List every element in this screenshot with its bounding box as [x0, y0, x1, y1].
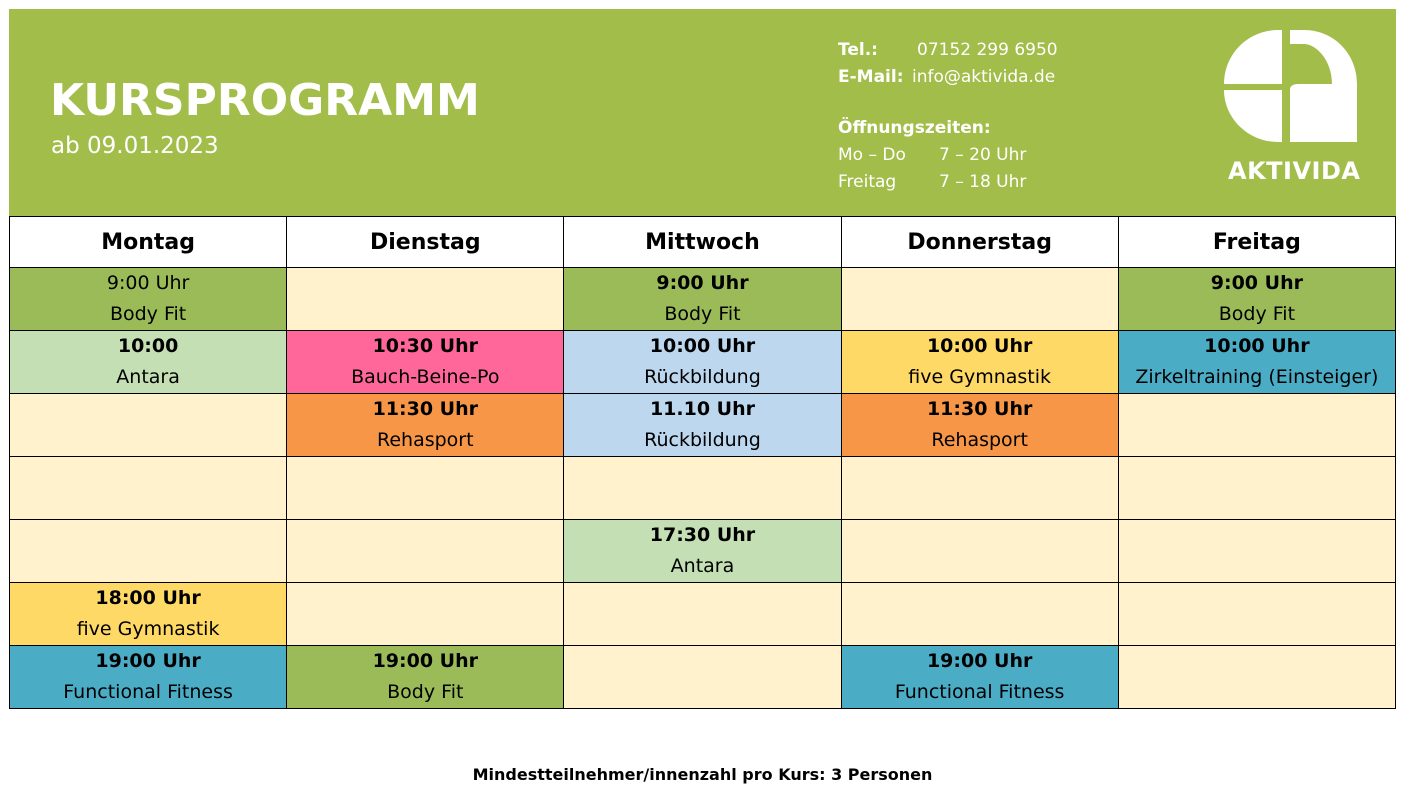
- course-name: Antara: [670, 555, 735, 577]
- tel-row: [838, 37, 1058, 64]
- schedule-body: [10, 268, 1396, 709]
- course-cell: [10, 583, 287, 646]
- course-cell: [287, 394, 564, 457]
- course-cell: [841, 394, 1118, 457]
- course-name: Functional Fitness: [63, 681, 233, 703]
- course-time: 18:00 Uhr: [95, 587, 201, 609]
- empty-cell: [287, 520, 564, 583]
- logo-text: AKTIVIDA: [1228, 157, 1361, 185]
- empty-cell: [564, 457, 841, 520]
- course-name: Rückbildung: [644, 429, 761, 451]
- empty-cell: [10, 520, 287, 583]
- hours-row-mo-do: [838, 142, 1058, 169]
- course-cell: [10, 331, 287, 394]
- empty-cell: [10, 394, 287, 457]
- course-cell: [10, 268, 287, 331]
- course-time: 11.10 Uhr: [649, 398, 755, 420]
- course-time: 19:00 Uhr: [926, 650, 1033, 672]
- empty-cell: [1118, 457, 1395, 520]
- course-name: Body Fit: [1218, 303, 1296, 325]
- course-time: 19:00 Uhr: [372, 650, 478, 672]
- email-row: [838, 64, 1058, 91]
- course-name: Functional Fitness: [894, 681, 1065, 703]
- course-cell: [10, 646, 287, 709]
- email-value[interactable]: info@aktivida.de: [912, 67, 1056, 87]
- course-cell: [841, 331, 1118, 394]
- day-header-dienstag: Dienstag: [287, 217, 564, 268]
- course-cell: [841, 646, 1118, 709]
- course-cell: [564, 394, 841, 457]
- empty-cell: [564, 646, 841, 709]
- course-cell: [287, 331, 564, 394]
- table-row: [10, 394, 1396, 457]
- hours-time: 7 – 18 Uhr: [939, 172, 1027, 192]
- empty-cell: [287, 268, 564, 331]
- hours-days: Freitag: [838, 172, 897, 192]
- day-header-donnerstag: Donnerstag: [841, 217, 1118, 268]
- empty-cell: [1118, 394, 1395, 457]
- tel-label: Tel.:: [838, 40, 878, 60]
- course-time: 10:00 Uhr: [926, 335, 1033, 357]
- day-header-montag: Montag: [10, 217, 287, 268]
- course-name: Body Fit: [664, 303, 741, 325]
- course-name: Zirkeltraining (Einsteiger): [1135, 366, 1379, 388]
- course-time: 19:00 Uhr: [95, 650, 201, 672]
- empty-cell: [287, 457, 564, 520]
- table-row: [10, 268, 1396, 331]
- footer-note: Mindestteilnehmer/innenzahl pro Kurs: 3 Personen: [472, 765, 933, 784]
- course-time: 10:30 Uhr: [372, 335, 478, 357]
- course-time: 11:30 Uhr: [926, 398, 1033, 420]
- empty-cell: [1118, 583, 1395, 646]
- course-name: Bauch-Beine-Po: [351, 366, 500, 388]
- course-name: Body Fit: [109, 303, 187, 325]
- empty-cell: [841, 520, 1118, 583]
- email-label: E-Mail:: [838, 67, 904, 87]
- empty-cell: [841, 583, 1118, 646]
- table-row: [10, 457, 1396, 520]
- table-row: [10, 646, 1396, 709]
- empty-cell: [841, 457, 1118, 520]
- course-time: 10:00 Uhr: [1204, 335, 1310, 357]
- table-row: [10, 520, 1396, 583]
- course-cell: [564, 520, 841, 583]
- empty-cell: [1118, 520, 1395, 583]
- course-cell: [564, 268, 841, 331]
- course-name: Body Fit: [387, 681, 464, 703]
- empty-cell: [10, 457, 287, 520]
- course-name: Rehasport: [376, 429, 474, 451]
- course-cell: [1118, 268, 1395, 331]
- course-time: 11:30 Uhr: [372, 398, 478, 420]
- course-name: Rehasport: [931, 429, 1028, 451]
- header-banner: [9, 9, 1396, 216]
- hours-label: Öffnungszeiten:: [838, 118, 991, 138]
- course-name: five Gymnastik: [908, 366, 1052, 388]
- course-name: Rückbildung: [644, 366, 761, 388]
- table-row: [10, 331, 1396, 394]
- page-subtitle: ab 09.01.2023: [51, 133, 219, 159]
- course-time: 17:30 Uhr: [649, 524, 756, 546]
- course-time: 10:00: [117, 335, 179, 357]
- table-row: [10, 583, 1396, 646]
- course-time: 9:00 Uhr: [1210, 272, 1303, 294]
- aktivida-logo-icon: [1224, 30, 1357, 142]
- tel-value[interactable]: 07152 299 6950: [917, 40, 1058, 60]
- empty-cell: [287, 583, 564, 646]
- course-cell: [287, 646, 564, 709]
- course-cell: [564, 331, 841, 394]
- contact-info: [838, 37, 1058, 196]
- day-header-row: [10, 217, 1396, 268]
- course-time: 9:00 Uhr: [106, 272, 190, 294]
- hours-days: Mo – Do: [838, 145, 906, 165]
- empty-cell: [841, 268, 1118, 331]
- day-header-mittwoch: Mittwoch: [564, 217, 841, 268]
- schedule-table: [9, 216, 1396, 709]
- course-name: Antara: [116, 366, 180, 388]
- empty-cell: [564, 583, 841, 646]
- day-header-freitag: Freitag: [1118, 217, 1395, 268]
- course-name: five Gymnastik: [76, 618, 220, 640]
- course-time: 10:00 Uhr: [649, 335, 756, 357]
- hours-label-row: [838, 115, 1058, 142]
- hours-row-freitag: [838, 169, 1058, 196]
- hours-time: 7 – 20 Uhr: [939, 145, 1027, 165]
- empty-cell: [1118, 646, 1395, 709]
- course-cell: [1118, 331, 1395, 394]
- page-title: KURSPROGRAMM: [50, 75, 480, 126]
- course-time: 9:00 Uhr: [656, 272, 749, 294]
